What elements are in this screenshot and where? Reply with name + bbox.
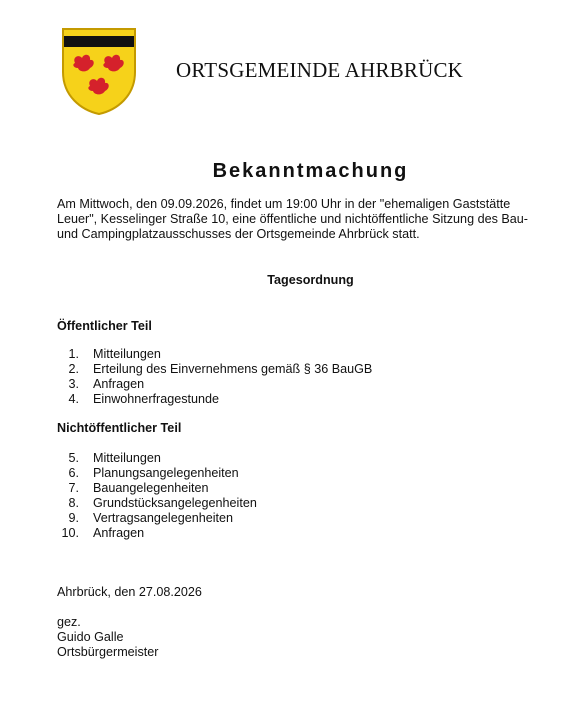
agenda-item-text: Anfragen xyxy=(93,526,145,540)
agenda-item-text: Erteilung des Einvernehmens gemäß § 36 BauGB xyxy=(93,362,373,376)
agenda-item xyxy=(57,511,234,526)
agenda-item-text: Vertragsangelegenheiten xyxy=(93,511,234,525)
agenda-item xyxy=(57,392,220,407)
notice-title: Bekanntmachung xyxy=(212,160,409,182)
signature-line: gez. xyxy=(57,615,81,629)
agenda-item-number: 3. xyxy=(68,377,79,391)
agenda-item-number: 9. xyxy=(68,511,79,525)
intro-line: und Campingplatzausschusses der Ortsgemeinde Ahrbrück statt. xyxy=(57,227,420,241)
agenda-item-text: Planungsangelegenheiten xyxy=(93,466,239,480)
private-agenda-list xyxy=(57,451,257,541)
private-part-heading: Nichtöffentlicher Teil xyxy=(57,421,182,435)
agenda-item-text: Einwohnerfragestunde xyxy=(93,392,220,406)
intro-line: Am Mittwoch, den 09.09.2026, findet um 19:00 Uhr in der "ehemaligen Gaststätte xyxy=(57,197,511,211)
agenda-item xyxy=(57,526,145,541)
agenda-item-number: 8. xyxy=(68,496,79,510)
agenda-item-number: 5. xyxy=(68,451,79,465)
agenda-item xyxy=(57,377,145,392)
agenda-item xyxy=(57,466,239,481)
public-agenda-list xyxy=(57,347,373,407)
signer-name: Guido Galle xyxy=(57,630,124,644)
agenda-heading: Tagesordnung xyxy=(267,273,354,287)
agenda-item-number: 2. xyxy=(68,362,79,376)
agenda-item-text: Mitteilungen xyxy=(93,451,161,465)
agenda-item-number: 10. xyxy=(61,526,79,540)
public-part-heading: Öffentlicher Teil xyxy=(57,319,152,333)
intro-line: Leuer", Kesselinger Straße 10, eine öffentliche und nichtöffentliche Sitzung des Bau- xyxy=(57,212,528,226)
agenda-item xyxy=(57,347,161,362)
signer-title: Ortsbürgermeister xyxy=(57,645,159,659)
signature-block xyxy=(57,615,158,660)
municipality-name: ORTSGEMEINDE AHRBRÜCK xyxy=(176,58,464,82)
agenda-item-number: 6. xyxy=(68,466,79,480)
agenda-item-number: 4. xyxy=(68,392,79,406)
agenda-item-number: 7. xyxy=(68,481,79,495)
agenda-item-number: 1. xyxy=(68,347,79,361)
coat-of-arms-icon xyxy=(55,26,143,116)
agenda-item xyxy=(57,362,373,377)
agenda-item-text: Mitteilungen xyxy=(93,347,161,361)
agenda-item-text: Anfragen xyxy=(93,377,145,391)
agenda-item-text: Bauangelegenheiten xyxy=(93,481,209,495)
place-and-date: Ahrbrück, den 27.08.2026 xyxy=(57,585,202,599)
notice-intro xyxy=(57,197,557,242)
agenda-item-text: Grundstücksangelegenheiten xyxy=(93,496,257,510)
agenda-item xyxy=(57,451,161,466)
agenda-item xyxy=(57,496,257,511)
agenda-item xyxy=(57,481,209,496)
